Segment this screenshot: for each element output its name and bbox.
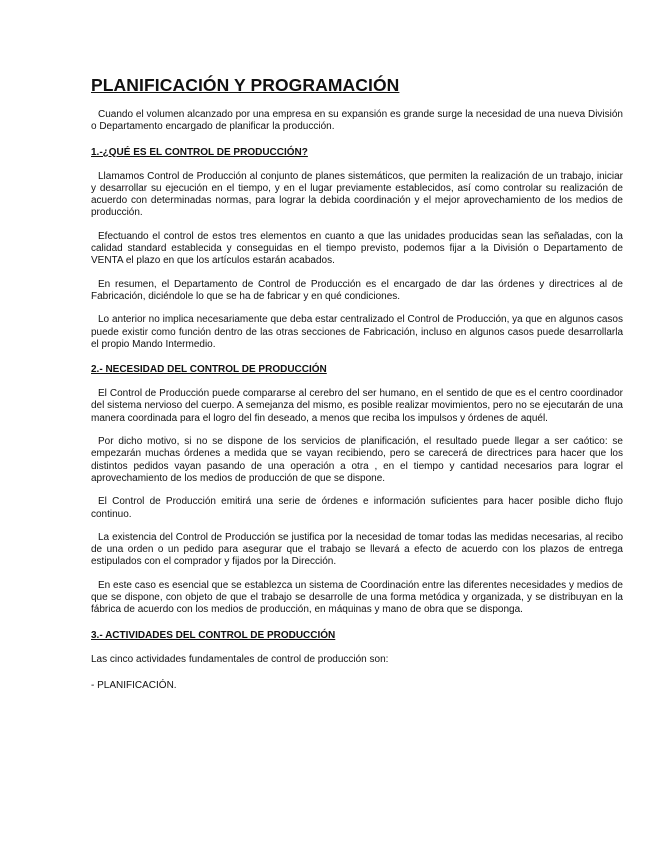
section-2-paragraph-4: La existencia del Control de Producción se justifica por la necesidad de tomar todas las medidas necesarias, al recibo de una orden o un pedido para asegurar que el trabajo se llevará a efecto de acuerdo con los plazos de entrega estipulados con el comprador y fijados por la Dirección.: [91, 531, 623, 568]
section-1-paragraph-1: Llamamos Control de Producción al conjunto de planes sistemáticos, que permiten la realización de un trabajo, iniciar y desarrollar su ejecución en el tiempo, y en el lugar previamente establecidos, así como controlar su realización de acuerdo con determinadas normas, para lograr la debida coordinación y el mejor aprovechamiento de los medios de producción.: [91, 170, 623, 219]
section-3-heading: 3.- ACTIVIDADES DEL CONTROL DE PRODUCCIÓN: [91, 629, 336, 641]
document-title: PLANIFICACIÓN Y PROGRAMACIÓN: [91, 75, 400, 95]
section-2-paragraph-3: El Control de Producción emitirá una serie de órdenes e información suficientes para hacer posible dicho flujo continuo.: [91, 496, 623, 520]
section-1-paragraph-4: Lo anterior no implica necesariamente que deba estar centralizado el Control de Producción, ya que en algunos casos puede existir como función dentro de las otras secciones de Fabricación, incluso en algunos casos puede desarrollarla el propio Mando Intermedio.: [91, 314, 623, 350]
section-1-heading: 1.-¿QUÉ ES EL CONTROL DE PRODUCCIÓN?: [91, 146, 308, 158]
section-1-paragraph-2: Efectuando el control de estos tres elementos en cuanto a que las unidades producidas sean las señaladas, con la calidad standard establecida y conseguidas en el tiempo previsto, podemos fijar a la División o Departamento de VENTA el plazo en que los artículos estarán acabados.: [91, 230, 623, 267]
section-2-heading: 2.- NECESIDAD DEL CONTROL DE PRODUCCIÓN: [91, 364, 327, 376]
section-2-paragraph-5: En este caso es esencial que se establezca un sistema de Coordinación entre las diferentes necesidades y medios de que se dispone, con objeto de que el trabajo se desarrolle de una forma metódica y organizada, y se distribuyan en la fábrica de acuerdo con los medios de producción, en máquinas y mano de obra que se disponga.: [91, 579, 623, 616]
intro-paragraph: Cuando el volumen alcanzado por una empresa en su expansión es grande surge la necesidad de una nueva División o Departamento encargado de planificar la producción.: [91, 109, 623, 133]
section-2-paragraph-1: El Control de Producción puede compararse al cerebro del ser humano, en el sentido de que es el centro coordinador del sistema nervioso del cuerpo. A semejanza del mismo, es posible realizar movimientos, pero no se ejecutarán de una manera coordinada para el logro del fin deseado, a menos que reciba los impulsos y órdenes de aquél.: [91, 388, 623, 424]
section-3-list-item: - PLANIFICACIÓN.: [91, 679, 177, 691]
section-1-paragraph-3: En resumen, el Departamento de Control de Producción es el encargado de dar las órdenes y directrices al de Fabricación, diciéndole lo que se ha de fabricar y en qué condiciones.: [91, 278, 623, 302]
section-2-paragraph-2: Por dicho motivo, si no se dispone de los servicios de planificación, el resultado puede llegar a ser caótico: se empezarán muchas órdenes a medida que se vayan recibiendo, pero se carecerá de directrices para hacer que los distintos pedidos vayan pasando de una operación a otra , en el tiempo y cantidad necesarios para lograr el aprovechamiento de los medios de producción de que se dispone.: [91, 436, 623, 484]
section-3-paragraph-1: Las cinco actividades fundamentales de control de producción son:: [91, 653, 389, 665]
